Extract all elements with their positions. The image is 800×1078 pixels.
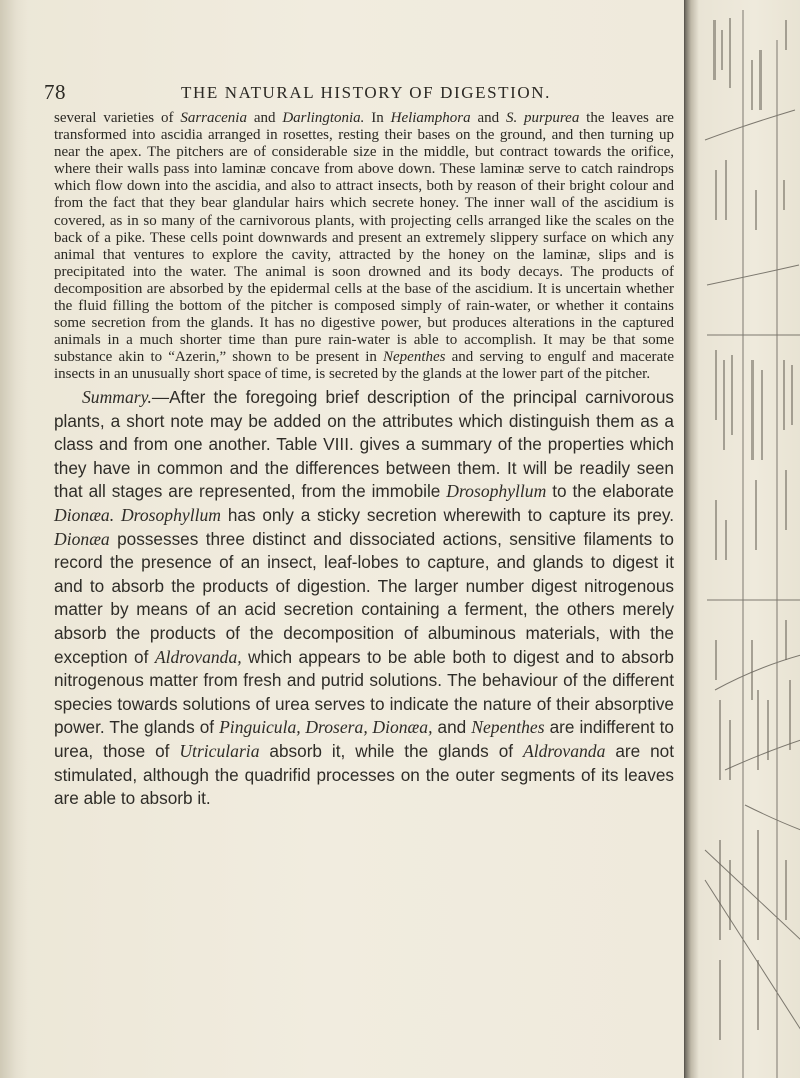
page-header bbox=[44, 80, 684, 110]
binding-gutter bbox=[0, 0, 28, 1078]
folded-table-edge bbox=[684, 0, 800, 1078]
paragraph-summary: Summary.—After the foregoing brief description of the principal carnivorous plants, a short note may be added on the attributes which distinguish them as a class and from one another. Table VIII. gives a summary of the properties which they have in common and the differences between them. It will be readily seen that all stages are represented, from the immobile Drosophyllum to the elaborate Dionæa. Drosophyllum has only a sticky secretion wherewith to capture its prey. Dionæa possesses three distinct and dissociated actions, sensitive filaments to record the presence of an insect, leaf-lobes to capture, and glands to digest it and to absorb the products of digestion. The larger number digest nitrogenous matter by means of an acid secretion containing a ferment, the others merely absorb the products of the decomposition of albuminous materials, with the exception of Aldrovanda, which appears to be able both to digest and to absorb nitrogenous matter from fresh and putrid solutions. The behaviour of the different species towards solutions of urea serves to indicate the nature of their absorptive power. The glands of Pinguicula, Drosera, Dionæa, and Nepenthes are indifferent to urea, those of Utricularia absorb it, while the glands of Aldrovanda are not stimulated, although the quadrifid processes on the outer segments of its leaves are able to absorb it. bbox=[54, 387, 674, 809]
folded-table-ruling bbox=[685, 0, 800, 1078]
running-head: THE NATURAL HISTORY OF DIGESTION. bbox=[181, 83, 551, 102]
paragraph-sarracenia: several varieties of Sarracenia and Darlingtonia. In Heliamphora and S. purpurea the leaves are transformed into ascidia arranged in rosettes, resting their bases on the ground, and then turning up near the apex. The pitchers are of considerable size in the middle, but contract towards the orifice, where their walls pass into laminæ concave from above down. These laminæ serve to catch raindrops which flow down into the ascidia, and also to attract insects, both by reason of their bright colour and from the fact that they bear glandular hairs which secrete honey. The inner wall of the ascidium is covered, as in so many of the carnivorous plants, with projecting cells arranged like the scales on the back of a pike. These cells point downwards and present an extremely slippery surface on which any animal that ventures to explore the cavity, attracted by the honey on the laminæ, slips and is precipitated into the water. The animal is soon drowned and its body decays. The products of decomposition are absorbed by the epidermal cells at the base of the ascidium. It is uncertain whether the fluid filling the bottom of the pitcher is composed simply of rain-water, or whether it contains some secretion from the glands. It has no digestive power, but produces alterations in the captured animals in a much shorter time than pure rain-water is able to accomplish. It may be that some substance akin to “Azerin,” shown to be present in Nepenthes and serving to engulf and macerate insects in an unusually short space of time, is secreted by the glands at the lower part of the pitcher. bbox=[54, 110, 674, 383]
summary-heading: Summary. bbox=[82, 387, 152, 407]
page-number: 78 bbox=[44, 80, 66, 104]
